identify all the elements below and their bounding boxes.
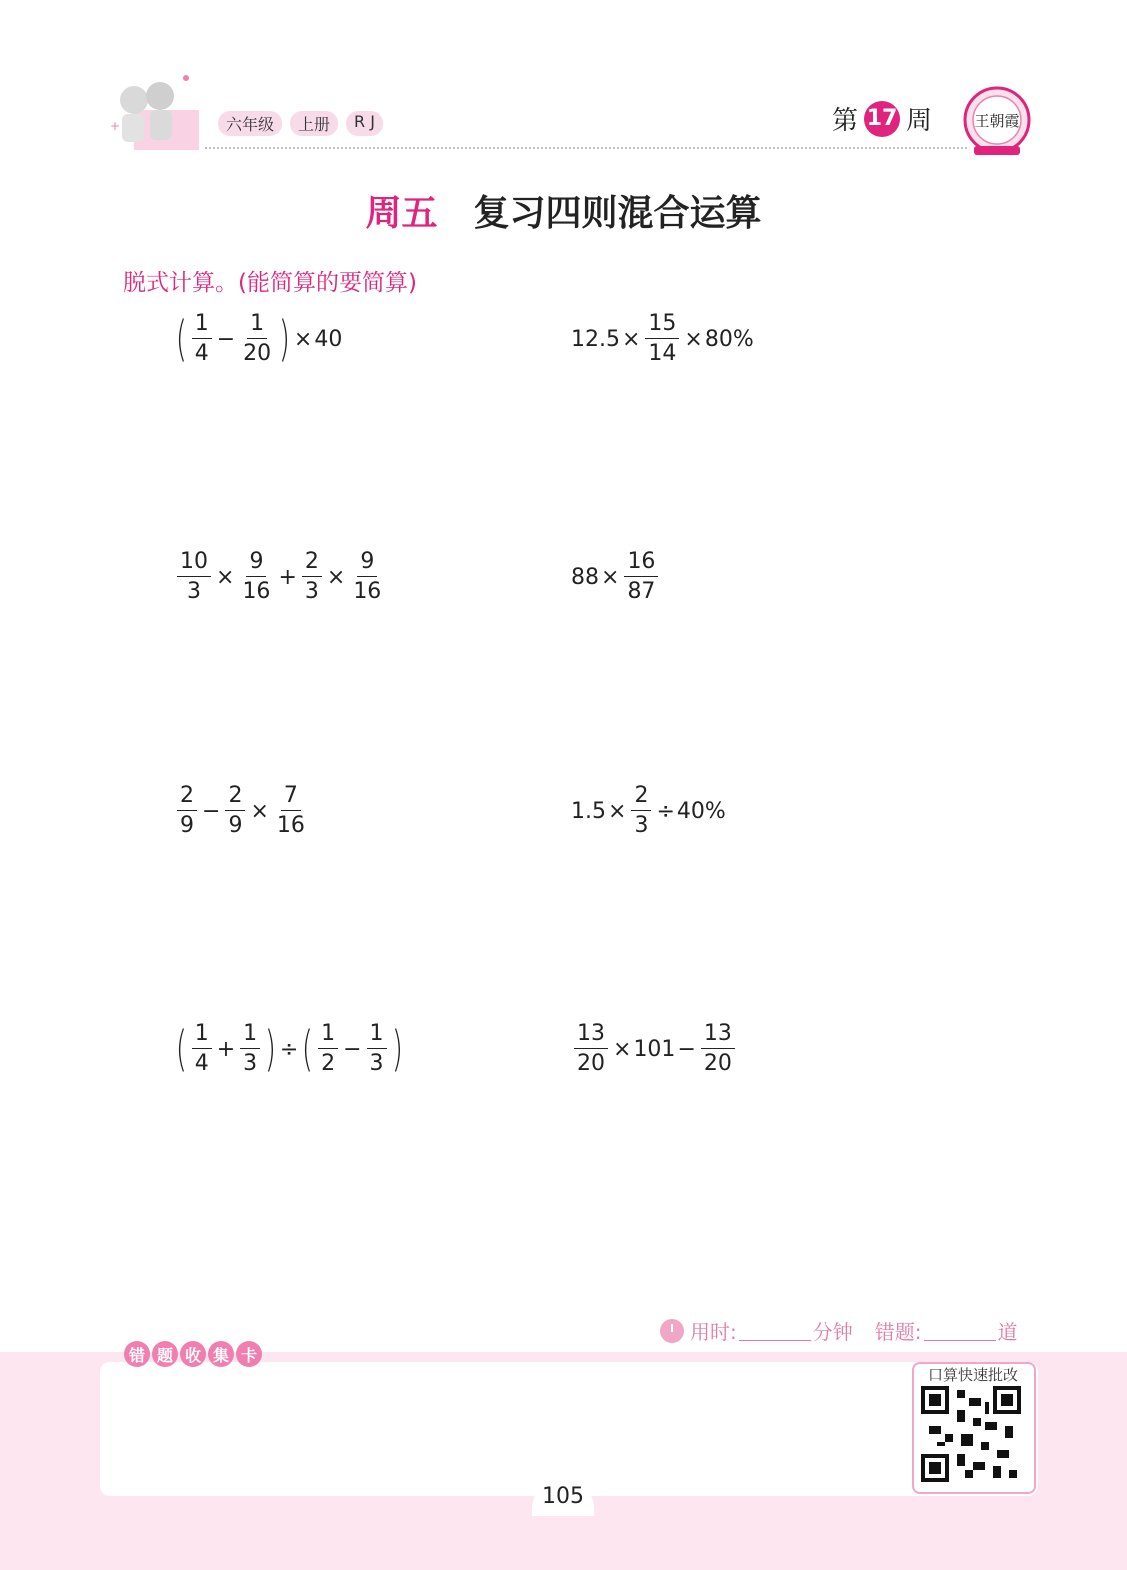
error-card-char: 题 xyxy=(152,1341,178,1367)
page-title xyxy=(0,185,1127,236)
qr-code-icon[interactable] xyxy=(921,1386,1021,1482)
error-blank[interactable] xyxy=(924,1320,996,1341)
error-collection-card xyxy=(100,1362,1038,1496)
problem-6: 1.5 × $\frac{2}{3}$ ÷ 40% xyxy=(571,783,726,838)
week-prefix: 第 xyxy=(832,106,859,136)
grade-chip: 六年级 xyxy=(218,111,282,136)
edition-chip: R J xyxy=(346,111,383,136)
week-number: 17 xyxy=(864,101,900,137)
clock-icon xyxy=(660,1319,684,1343)
header-divider xyxy=(205,147,967,149)
brand-seal-logo xyxy=(960,80,1034,158)
title-topic: 复习四则混合运算 xyxy=(473,193,762,234)
time-label: 用时: xyxy=(690,1320,737,1344)
problem-7: ( $\frac{1}{4}$ + $\frac{1}{3}$ ) ÷ ( $\frac{1}{2}$ − $\frac{1}{3}$ ) xyxy=(175,1021,403,1077)
problem-4: 88 × $\frac{16}{87}$ xyxy=(571,542,661,612)
qr-label: 口算快速批改 xyxy=(927,1366,1018,1384)
error-card-char: 错 xyxy=(124,1341,150,1367)
time-unit: 分钟 xyxy=(812,1320,853,1344)
error-card-title xyxy=(124,1341,262,1367)
error-unit: 道 xyxy=(997,1320,1018,1344)
volume-chip: 上册 xyxy=(290,111,338,136)
kids-illustration xyxy=(104,70,204,154)
problem-5: $\frac{2}{9}$ − $\frac{2}{9}$ × $\frac{7}{16}$ xyxy=(174,776,311,846)
instruction-text: 脱式计算。(能简算的要简算) xyxy=(123,270,417,296)
page-number: 105 xyxy=(532,1478,594,1516)
week-suffix: 周 xyxy=(906,106,933,136)
problem-3: $\frac{10}{3}$ × $\frac{9}{16}$ + $\frac{2}{3}$ × $\frac{9}{16}$ xyxy=(174,542,387,612)
title-day: 周五 xyxy=(365,193,438,234)
error-card-char: 集 xyxy=(208,1341,234,1367)
problem-8: $\frac{13}{20}$ × 101 − $\frac{13}{20}$ xyxy=(571,1014,738,1084)
error-label: 错题: xyxy=(874,1320,922,1344)
time-blank[interactable] xyxy=(739,1320,811,1341)
error-card-char: 收 xyxy=(180,1341,206,1367)
grade-chips xyxy=(218,111,383,136)
error-card-char: 卡 xyxy=(236,1341,262,1367)
svg-text:王朝霞: 王朝霞 xyxy=(974,112,1020,130)
time-error-record xyxy=(660,1316,1018,1345)
svg-text:+: + xyxy=(110,119,121,133)
week-label xyxy=(832,100,932,137)
problem-1: ( $\frac{1}{4}$ − $\frac{1}{20}$ ) × 40 xyxy=(175,311,343,367)
problem-2: 12.5 × $\frac{15}{14}$ × 80% xyxy=(571,311,754,366)
